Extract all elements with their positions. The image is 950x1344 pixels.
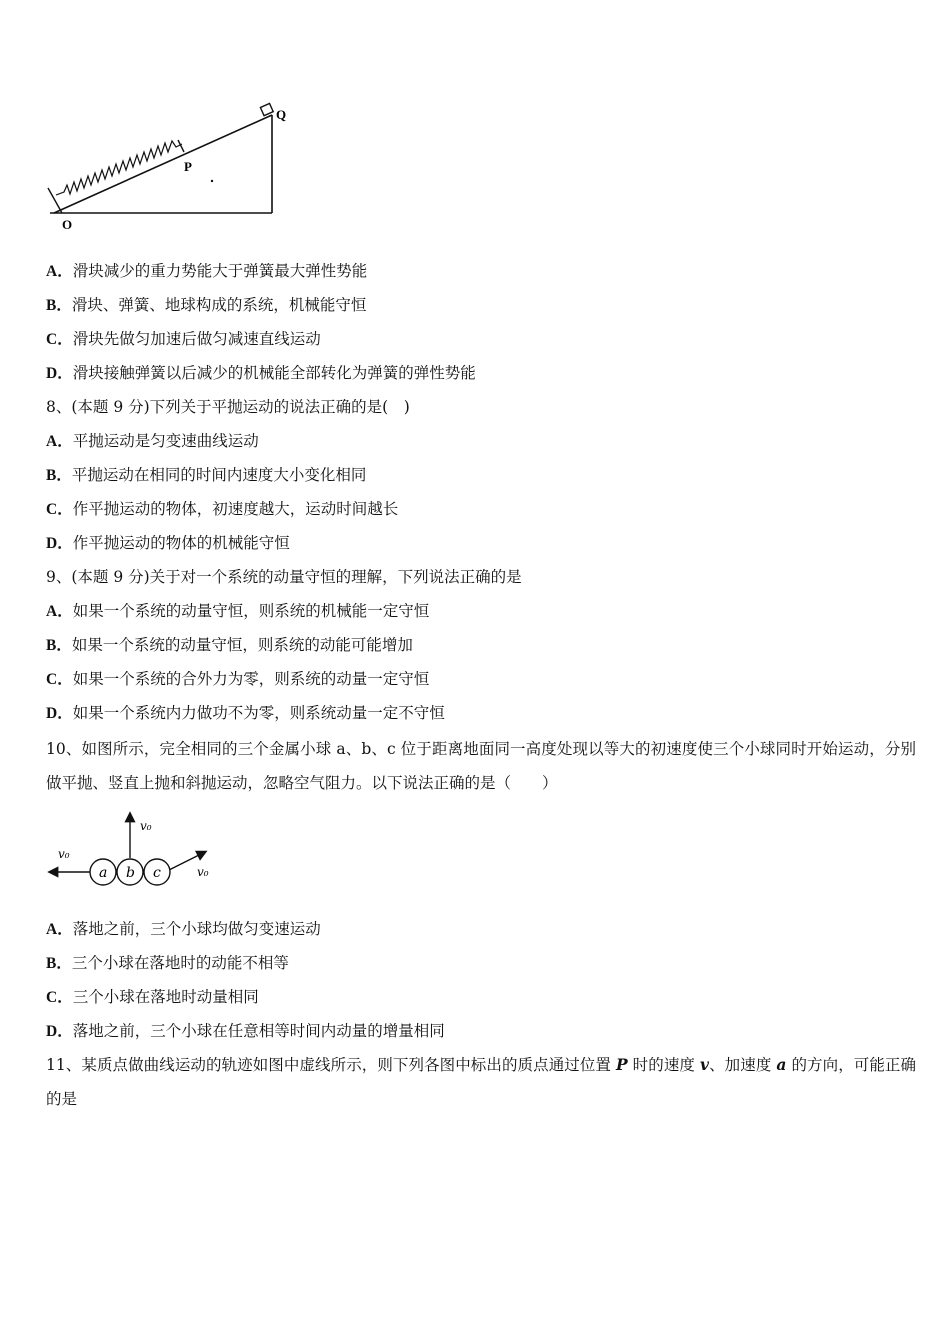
- option-text: 如果一个系统的动量守恒，则系统的动能可能增加: [71, 636, 413, 654]
- q8-option-a: [46, 431, 259, 452]
- q9-option-c: [46, 669, 429, 690]
- q7-option-c: [46, 329, 321, 350]
- option-letter: C．: [46, 671, 73, 688]
- option-letter: B．: [46, 297, 72, 314]
- option-text: 落地之前，三个小球均做匀变速运动: [72, 920, 321, 938]
- incline-spring-figure: [40, 95, 300, 235]
- dot-mark: [211, 180, 213, 182]
- option-letter: D．: [46, 535, 73, 552]
- option-text: 作平抛运动的物体的机械能守恒: [72, 534, 290, 552]
- q10-stem: 10、如图所示，完全相同的三个金属小球 a、b、c 位于距离地面同一高度处现以等大的初速度使三个小球同时开始运动，分别做平抛、竖直上抛和斜抛运动，忽略空气阻力。以下说法正确的是（ ）: [46, 740, 916, 792]
- q7-option-a: [46, 261, 367, 282]
- q11-text-part1: 11、某质点做曲线运动的轨迹如图中虚线所示，则下列各图中标出的质点通过位置: [46, 1056, 617, 1074]
- q10-option-d: [46, 1021, 445, 1042]
- option-text: 三个小球在落地时动量相同: [72, 988, 259, 1006]
- v0-up-label: v₀: [140, 819, 152, 833]
- spring-base-plate: [48, 188, 62, 213]
- option-letter: A．: [46, 263, 73, 280]
- option-letter: A．: [46, 921, 73, 938]
- option-letter: A．: [46, 433, 73, 450]
- q11-symbol-a: a: [776, 1055, 787, 1074]
- option-text: 滑块减少的重力势能大于弹簧最大弹性势能: [72, 262, 368, 280]
- spring-coil: [56, 141, 182, 195]
- option-letter: D．: [46, 365, 73, 382]
- q9-option-a: [46, 601, 429, 622]
- option-text: 滑块接触弹簧以后减少的机械能全部转化为弹簧的弹性势能: [72, 364, 476, 382]
- q9-option-d: [46, 703, 445, 724]
- q8-stem: [46, 397, 410, 417]
- v0-right-label: v₀: [197, 865, 209, 879]
- option-letter: B．: [46, 637, 72, 654]
- option-text: 如果一个系统内力做功不为零，则系统动量一定不守恒: [72, 704, 445, 722]
- v0-left-label: v₀: [58, 847, 70, 861]
- q11-text-part4: 的方向，可能正确的是: [46, 1056, 916, 1108]
- q8-option-d: [46, 533, 290, 554]
- q8-option-b: [46, 465, 366, 486]
- question-text: (本题 9 分)下列关于平抛运动的说法正确的是( ): [71, 398, 410, 416]
- option-letter: A．: [46, 603, 73, 620]
- option-text: 平抛运动在相同的时间内速度大小变化相同: [71, 466, 367, 484]
- q10-option-c: [46, 987, 259, 1008]
- option-text: 滑块、弹簧、地球构成的系统，机械能守恒: [71, 296, 367, 314]
- option-letter: B．: [46, 467, 72, 484]
- q11-symbol-v: v: [700, 1055, 710, 1074]
- q7-option-b: [46, 295, 366, 316]
- slider-block: [260, 103, 273, 115]
- q10-option-b: [46, 953, 289, 974]
- label-o: O: [62, 217, 73, 232]
- option-text: 如果一个系统的合外力为零，则系统的动量一定守恒: [72, 670, 430, 688]
- incline-line: [54, 115, 272, 213]
- option-text: 平抛运动是匀变速曲线运动: [72, 432, 259, 450]
- question-text: (本题 9 分)关于对一个系统的动量守恒的理解，下列说法正确的是: [71, 568, 522, 586]
- q11-stem: [46, 1048, 916, 1116]
- label-p: P: [184, 159, 192, 174]
- option-letter: C．: [46, 501, 73, 518]
- q11-text-part2: 时的速度: [627, 1056, 700, 1074]
- option-letter: D．: [46, 1023, 73, 1040]
- q7-option-d: [46, 363, 476, 384]
- question-number: 8、: [46, 398, 72, 416]
- q9-option-b: [46, 635, 413, 656]
- q11-text-part3: 、加速度: [709, 1056, 777, 1074]
- option-letter: C．: [46, 989, 73, 1006]
- ball-b-label: b: [126, 865, 135, 881]
- q9-stem: [46, 567, 522, 587]
- q10-option-a: [46, 919, 321, 940]
- option-letter: D．: [46, 705, 73, 722]
- q8-option-c: [46, 499, 398, 520]
- q11-symbol-p: P: [616, 1055, 628, 1074]
- label-q: Q: [276, 107, 287, 122]
- option-text: 如果一个系统的动量守恒，则系统的机械能一定守恒: [72, 602, 430, 620]
- question-number: 9、: [46, 568, 72, 586]
- option-text: 落地之前，三个小球在任意相等时间内动量的增量相同: [72, 1022, 445, 1040]
- ball-a-label: a: [99, 865, 108, 881]
- option-letter: B．: [46, 955, 72, 972]
- option-letter: C．: [46, 331, 73, 348]
- ball-c-label: c: [153, 865, 161, 881]
- option-text: 三个小球在落地时的动能不相等: [71, 954, 289, 972]
- option-text: 滑块先做匀加速后做匀减速直线运动: [72, 330, 321, 348]
- three-balls-figure: [40, 808, 230, 893]
- option-text: 作平抛运动的物体，初速度越大，运动时间越长: [72, 500, 399, 518]
